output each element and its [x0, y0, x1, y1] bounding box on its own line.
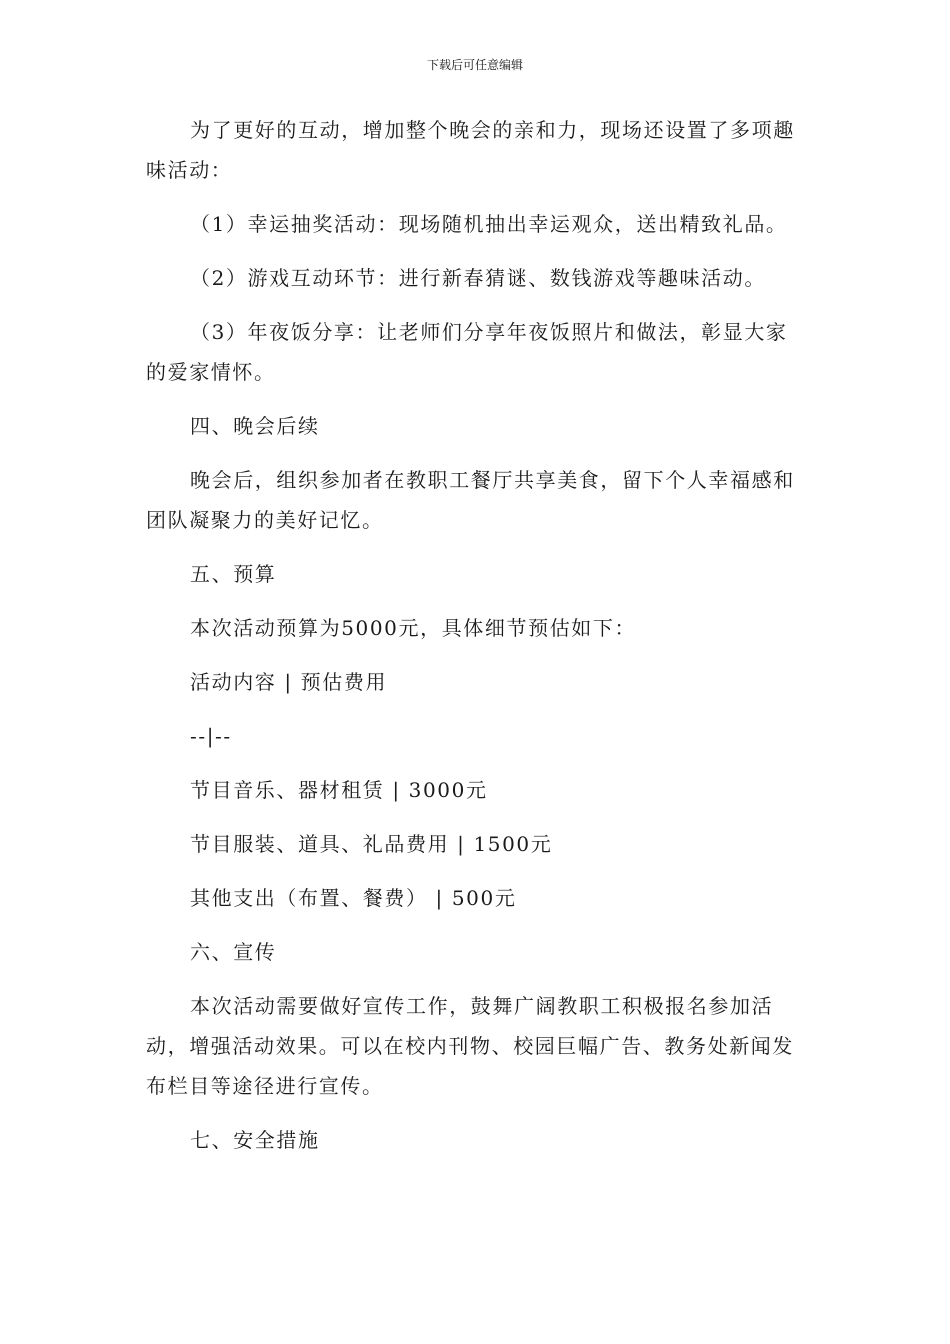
- section-heading-budget: 五、预算: [190, 562, 277, 586]
- paragraph-follow-up: 晚会后，组织参加者在教职工餐厅共享美食，留下个人幸福感和团队凝聚力的美好记忆。: [146, 468, 795, 532]
- budget-table-separator: --|--: [190, 724, 232, 748]
- paragraph-activities-intro: 为了更好的互动，增加整个晚会的亲和力，现场还设置了多项趣味活动：: [146, 118, 795, 182]
- document-body: [146, 110, 806, 1160]
- paragraph-games: （2）游戏互动环节：进行新春猜谜、数钱游戏等趣味活动。: [190, 266, 766, 290]
- budget-row-other: 其他支出（布置、餐费） | 500元: [190, 886, 517, 910]
- section-heading-safety: 七、安全措施: [190, 1128, 320, 1152]
- budget-row-costume: 节目服装、道具、礼品费用 | 1500元: [190, 832, 553, 856]
- budget-row-music: 节目音乐、器材租赁 | 3000元: [190, 778, 488, 802]
- paragraph-budget-intro: 本次活动预算为5000元，具体细节预估如下：: [190, 616, 637, 640]
- paragraph-dinner-share: （3）年夜饭分享：让老师们分享年夜饭照片和做法，彰显大家的爱家情怀。: [146, 320, 788, 384]
- paragraph-publicity: 本次活动需要做好宣传工作，鼓舞广阔教职工积极报名参加活动，增强活动效果。可以在校内刊物、校园巨幅广告、教务处新闻发布栏目等途径进行宣传。: [146, 994, 794, 1098]
- page-header: 下载后可任意编辑: [426, 58, 523, 72]
- section-heading-follow-up: 四、晚会后续: [190, 414, 320, 438]
- budget-table-header: 活动内容 | 预估费用: [190, 670, 388, 694]
- section-heading-publicity: 六、宣传: [190, 940, 277, 964]
- paragraph-lottery: （1）幸运抽奖活动：现场随机抽出幸运观众，送出精致礼品。: [190, 212, 788, 236]
